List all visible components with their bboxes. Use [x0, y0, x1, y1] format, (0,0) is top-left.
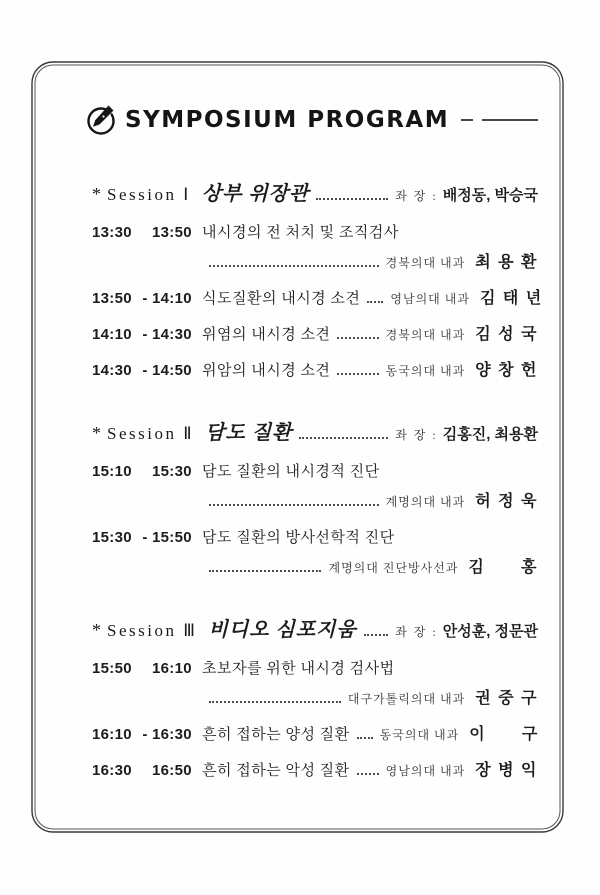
- time-end: 14:30: [152, 326, 192, 343]
- time-start: 14:10: [92, 326, 132, 343]
- time-end: 13:50: [152, 224, 192, 241]
- session-label: Session Ⅲ: [107, 621, 198, 640]
- speaker-name: 권 중 구: [475, 690, 538, 707]
- session-title-ko: 비디오 심포지움: [208, 619, 357, 641]
- schedule-row: [92, 360, 538, 382]
- schedule-row: [92, 760, 538, 782]
- talk-topic: 담도 질환의 방사선학적 진단: [202, 530, 395, 546]
- time-separator: [138, 461, 152, 483]
- speaker-name: 최 용 환: [475, 254, 538, 271]
- time-separator: [138, 658, 152, 680]
- title-rule: [461, 119, 538, 121]
- time-range: [92, 461, 202, 483]
- chair-names: 안성훈, 정문관: [442, 623, 538, 640]
- schedule-row: [92, 324, 538, 346]
- speaker-name: 김 태 년: [479, 290, 543, 307]
- time-separator: -: [142, 726, 148, 743]
- talk-topic: 내시경의 전 처치 및 조직검사: [202, 225, 399, 241]
- title-row: [86, 0, 538, 137]
- time-range: [92, 360, 202, 382]
- speaker-affiliation: 계명의대 진단방사선과: [328, 561, 459, 575]
- session-block-2: [92, 422, 538, 579]
- leader-dots: [337, 337, 378, 339]
- time-end: 15:30: [152, 463, 192, 480]
- time-separator: -: [142, 529, 148, 546]
- session-block-1: [92, 183, 543, 382]
- talk-topic: 식도질환의 내시경 소견: [202, 291, 361, 307]
- speaker-name: 장 병 익: [475, 762, 538, 779]
- speaker-name: 양 창 헌: [475, 362, 538, 379]
- time-end: 16:30: [152, 726, 192, 743]
- talk-topic: 흔히 접하는 양성 질환: [202, 727, 350, 743]
- pen-circle-icon: [86, 103, 116, 137]
- session-label: Session Ⅱ: [107, 424, 195, 443]
- session-marker: *: [92, 184, 101, 204]
- time-start: 14:30: [92, 362, 132, 379]
- leader-dots: [209, 265, 379, 267]
- chair-label: 좌 장 :: [395, 428, 438, 442]
- time-start: 15:30: [92, 529, 132, 546]
- time-separator: [138, 222, 152, 244]
- session-title-ko: 상부 위장관: [201, 183, 310, 205]
- speaker-affiliation: 계명의대 내과: [385, 495, 466, 509]
- speaker-row: [202, 491, 538, 513]
- time-range: [92, 324, 202, 346]
- speaker-name: 김 성 국: [475, 326, 538, 343]
- session-marker: *: [92, 620, 101, 640]
- time-start: 15:10: [92, 463, 132, 480]
- talk-topic: 흔히 접하는 악성 질환: [202, 763, 350, 779]
- time-start: 16:30: [92, 762, 132, 779]
- time-separator: -: [142, 362, 148, 379]
- time-end: 16:50: [152, 762, 192, 779]
- speaker-affiliation: 동국의대 내과: [385, 364, 466, 378]
- chair-names: 김홍진, 최용환: [442, 426, 538, 443]
- time-separator: -: [142, 290, 148, 307]
- time-range: [92, 760, 202, 782]
- session-block-3: [92, 619, 538, 782]
- time-start: 16:10: [92, 726, 132, 743]
- leader-dots: [357, 773, 379, 775]
- time-range: [92, 288, 202, 310]
- session-title-ko: 담도 질환: [205, 422, 293, 444]
- page-title: SYMPOSIUM PROGRAM: [125, 107, 450, 133]
- schedule-row: [92, 288, 543, 310]
- speaker-row: [202, 688, 538, 710]
- time-range: [92, 724, 202, 746]
- speaker-affiliation: 경북의대 내과: [385, 256, 466, 270]
- time-end: 14:10: [152, 290, 192, 307]
- speaker-affiliation: 영남의대 내과: [385, 764, 466, 778]
- time-range: [92, 527, 202, 549]
- speaker-affiliation: 동국의대 내과: [379, 728, 460, 742]
- speaker-affiliation: 영남의대 내과: [390, 292, 470, 306]
- schedule-row: [92, 461, 538, 483]
- schedule-row: [92, 724, 538, 746]
- title-rule-dash: [461, 119, 473, 121]
- leader-dots: [367, 301, 383, 303]
- speaker-affiliation: 대구가톨릭의대 내과: [347, 692, 466, 706]
- session-header: [92, 422, 538, 447]
- time-separator: [138, 760, 152, 782]
- schedule-row: [92, 527, 538, 549]
- title-rule-line: [482, 119, 538, 121]
- speaker-affiliation: 경북의대 내과: [385, 328, 466, 342]
- session-label: Session Ⅰ: [107, 185, 191, 204]
- speaker-name: 김 홍: [468, 559, 538, 576]
- session-marker: *: [92, 423, 101, 443]
- leader-dots: [209, 504, 379, 506]
- schedule-row: [92, 222, 538, 244]
- schedule-row: [92, 658, 538, 680]
- chair-names: 배정동, 박승국: [442, 187, 538, 204]
- time-separator: -: [142, 326, 148, 343]
- leader-dots: [299, 437, 388, 439]
- session-header: [92, 619, 538, 644]
- leader-dots: [316, 198, 388, 200]
- speaker-name: 허 정 욱: [475, 493, 538, 510]
- time-end: 15:50: [152, 529, 192, 546]
- time-range: [92, 658, 202, 680]
- speaker-name: 이 구: [469, 726, 539, 743]
- leader-dots: [364, 634, 389, 636]
- time-end: 16:10: [152, 660, 192, 677]
- talk-topic: 위염의 내시경 소견: [202, 327, 331, 343]
- leader-dots: [209, 701, 341, 703]
- time-start: 13:50: [92, 290, 132, 307]
- speaker-row: [202, 252, 538, 274]
- talk-topic: 담도 질환의 내시경적 진단: [202, 464, 380, 480]
- leader-dots: [209, 570, 321, 572]
- program-content: [92, 0, 543, 782]
- talk-topic: 초보자를 위한 내시경 검사법: [202, 661, 395, 677]
- time-end: 14:50: [152, 362, 192, 379]
- chair-label: 좌 장 :: [395, 625, 438, 639]
- time-start: 13:30: [92, 224, 132, 241]
- leader-dots: [337, 373, 378, 375]
- time-start: 15:50: [92, 660, 132, 677]
- session-header: [92, 183, 538, 208]
- chair-label: 좌 장 :: [395, 189, 438, 203]
- speaker-row: [202, 557, 538, 579]
- leader-dots: [357, 737, 373, 739]
- talk-topic: 위암의 내시경 소견: [202, 363, 331, 379]
- time-range: [92, 222, 202, 244]
